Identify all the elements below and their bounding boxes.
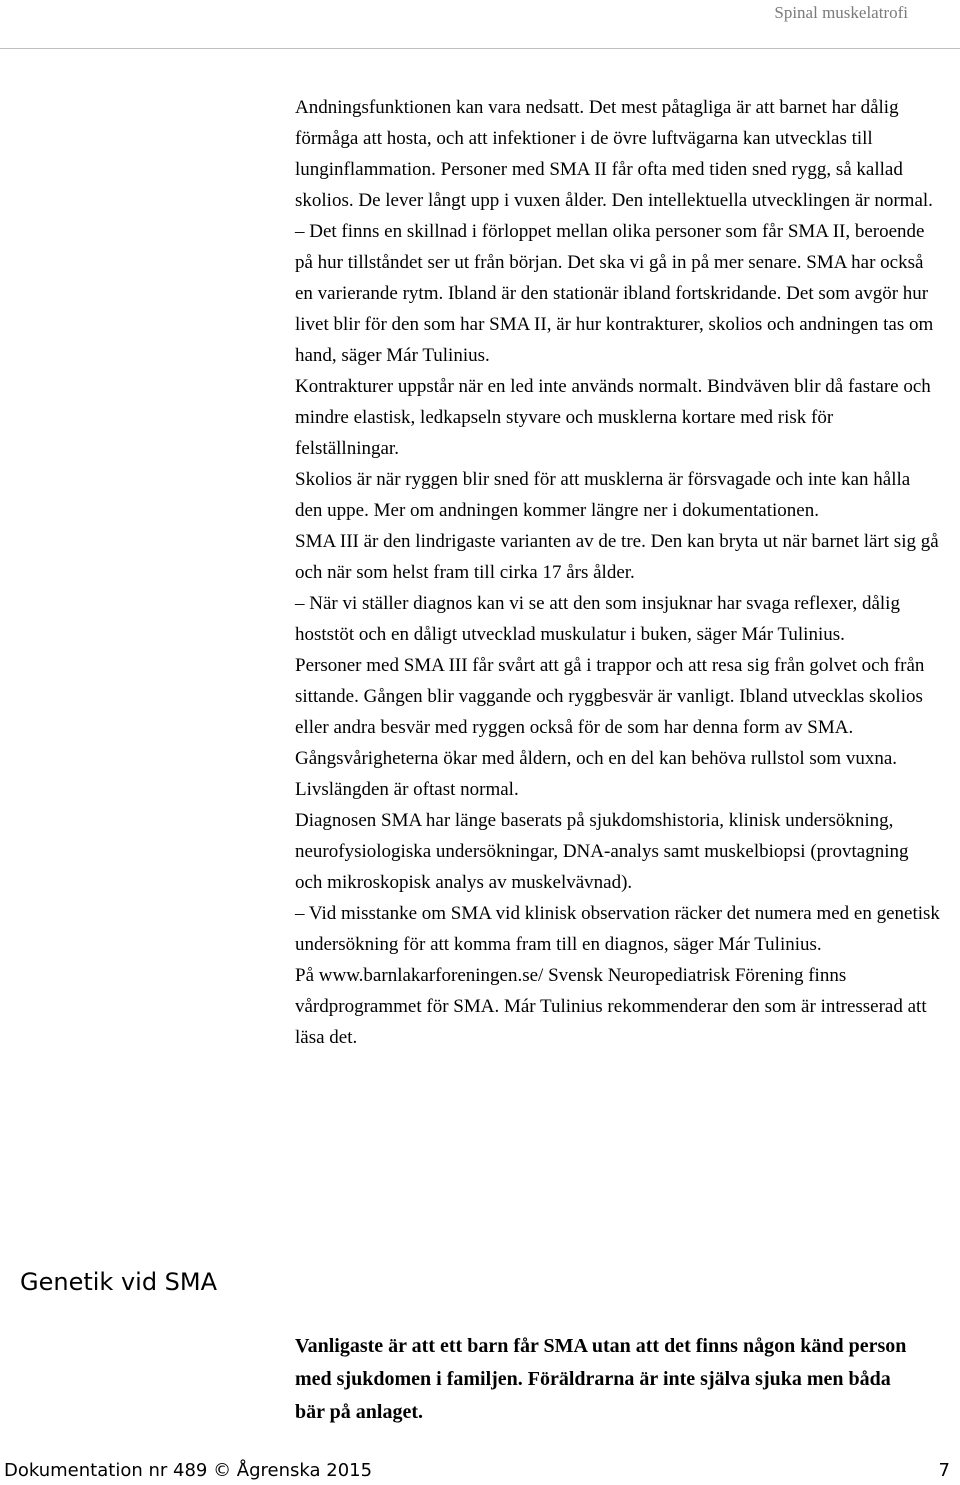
section-heading: Genetik vid SMA [20, 1268, 218, 1296]
paragraph-scoliosis: Skolios är när ryggen blir sned för att musklerna är försvagade och inte kan hålla den uppe. Mer om andningen kommer längre ner i dokumentationen. [295, 469, 911, 521]
paragraph-contractures: Kontrakturer uppstår när en led inte används normalt. Bindväven blir då fastare och mindre elastisk, ledkapseln styvare och musklerna kortare med risk för felställningar. [295, 376, 931, 459]
header-divider [0, 48, 960, 49]
paragraph-genetic-test-quote: – Vid misstanke om SMA vid klinisk observation räcker det numera med en genetisk undersökning för att komma fram till en diagnos, säger Már Tulinius. [295, 903, 940, 955]
paragraph-sma3-symptoms: Personer med SMA III får svårt att gå i trappor och att resa sig från golvet och från sittande. Gången blir vaggande och ryggbesvär är vanligt. Ibland utvecklas skolios eller andra besvär med ryggen också för de som har denna form av SMA. Gångsvårigheterna ökar med åldern, och en del kan behöva rullstol som vuxna. Livslängden är oftast normal. [295, 655, 925, 800]
article-body [295, 92, 940, 1053]
paragraph-diagnosis: Diagnosen SMA har länge baserats på sjukdomshistoria, klinisk undersökning, neurofysiologiska undersökningar, DNA-analys samt muskelbiopsi (provtagning och mikroskopisk analys av muskelvävnad). [295, 810, 909, 893]
paragraph-care-program: På www.barnlakarforeningen.se/ Svensk Neuropediatrisk Förening finns vårdprogrammet för SMA. Már Tulinius rekommenderar den som är intresserad att läsa det. [295, 965, 927, 1048]
paragraph-sma3: SMA III är den lindrigaste varianten av de tre. Den kan bryta ut när barnet lärt sig gå och när som helst fram till cirka 17 års ålder. [295, 531, 939, 583]
page-number: 7 [938, 1460, 950, 1481]
paragraph-diagnosis-quote: – När vi ställer diagnos kan vi se att den som insjuknar har svaga reflexer, dålig hoststöt och en dåligt utvecklad muskulatur i buken, säger Már Tulinius. [295, 593, 900, 645]
footer-publication: Dokumentation nr 489 © Ågrenska 2015 [4, 1460, 373, 1481]
paragraph-breathing: Andningsfunktionen kan vara nedsatt. Det mest påtagliga är att barnet har dålig förmåga att hosta, och att infektioner i de övre luftvägarna kan utvecklas till lunginflammation. Personer med SMA II får ofta med tiden sned rygg, så kallad skolios. De lever långt upp i vuxen ålder. Den intellektuella utvecklingen är normal. [295, 97, 933, 211]
paragraph-sma2-quote: – Det finns en skillnad i förloppet mellan olika personer som får SMA II, beroende på hur tillståndet ser ut från början. Det ska vi gå in på mer senare. SMA har också en varierande rytm. Ibland är den stationär ibland fortskridande. Det som avgör hur livet blir för den som har SMA II, är hur kontrakturer, skolios och andningen tas om hand, säger Már Tulinius. [295, 221, 934, 366]
running-header: Spinal muskelatrofi [774, 3, 908, 22]
section-callout: Vanligaste är att ett barn får SMA utan att det finns någon känd person med sjukdomen i familjen. Föräldrarna är inte själva sjuka men båda bär på anlaget. [295, 1335, 907, 1423]
